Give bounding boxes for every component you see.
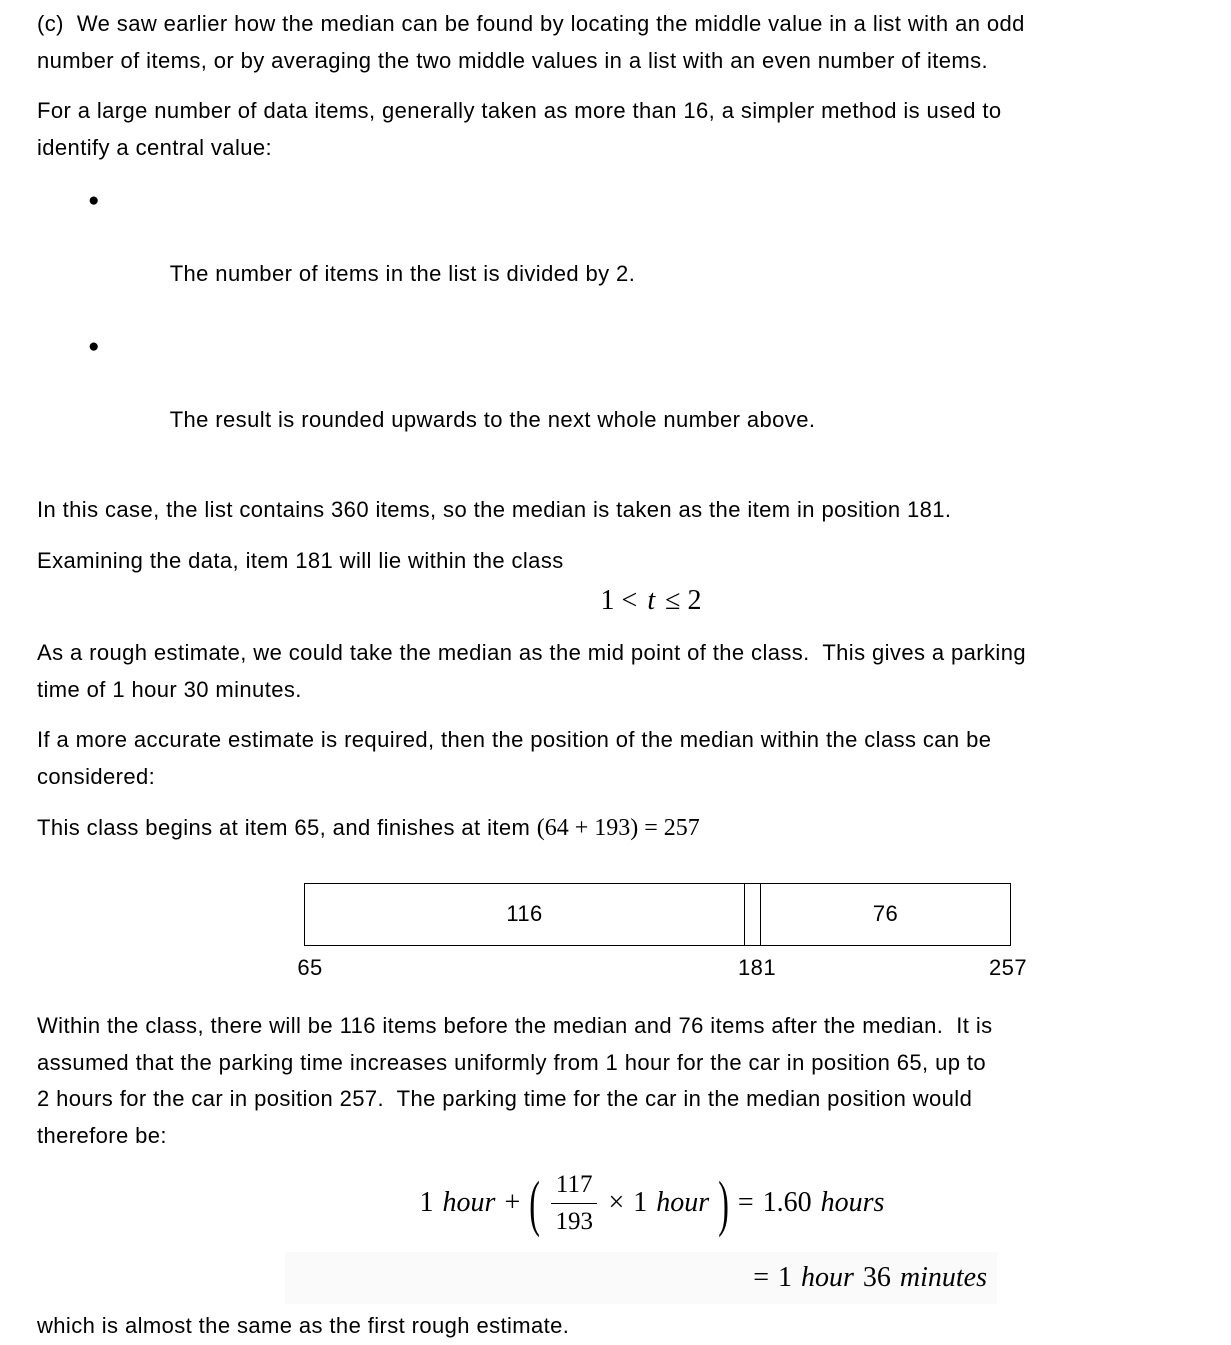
open-paren: ( xyxy=(529,1167,540,1238)
inequality-right: ≤ 2 xyxy=(665,585,702,616)
diagram-bar xyxy=(304,883,1011,946)
fraction-numerator: 117 xyxy=(551,1170,598,1204)
class-inequality-formula xyxy=(64,579,1231,623)
equation-unit-word: hour xyxy=(442,1186,496,1218)
tick-label-median: 181 xyxy=(738,954,776,980)
inline-math-expression: (64 + 193) = 257 xyxy=(536,815,700,841)
paragraph-line: identify a central value: xyxy=(37,134,273,160)
paragraph-line: Examining the data, item 181 will lie within the class xyxy=(37,547,564,573)
paragraph-line: time of 1 hour 30 minutes. xyxy=(37,676,302,702)
tick-label-end: 257 xyxy=(989,954,1027,980)
equation-result-value: 1.60 xyxy=(762,1186,812,1218)
result-unit-word: hour xyxy=(800,1261,854,1293)
paragraph-line: therefore be: xyxy=(37,1122,167,1148)
tick-label-start: 65 xyxy=(297,954,323,980)
paragraph-line: which is almost the same as the first rough estimate. xyxy=(37,1313,570,1338)
bullet-icon: ● xyxy=(88,336,100,357)
median-calculation-equation xyxy=(65,1158,1231,1248)
paragraph-rough-estimate xyxy=(37,635,1211,708)
inequality-variable: t xyxy=(647,585,656,616)
result-unit-word: minutes xyxy=(899,1261,987,1293)
list-item xyxy=(37,329,1211,475)
equals-operator: = xyxy=(737,1186,754,1218)
paragraph-position-181 xyxy=(37,492,1211,529)
fraction xyxy=(551,1170,598,1237)
segment-value: 116 xyxy=(506,900,543,926)
bullet-list xyxy=(37,183,1211,475)
paragraph-text: This class begins at item 65, and finishes at item xyxy=(37,815,537,840)
plus-operator: + xyxy=(504,1186,521,1218)
result-number: 1 xyxy=(777,1261,792,1293)
inequality-left: 1 < xyxy=(600,585,638,616)
equation-unit-word: hours xyxy=(820,1186,885,1218)
paragraph-class-bounds xyxy=(37,810,1211,847)
paragraph-line: number of items, or by averaging the two middle values in a list with an even number of items. xyxy=(37,47,989,73)
equals-operator: = xyxy=(753,1261,769,1293)
fraction-denominator: 193 xyxy=(555,1207,593,1235)
segment-after-median xyxy=(761,884,1010,945)
paragraph-large-number-method xyxy=(37,93,1211,166)
segment-value: 76 xyxy=(872,900,899,926)
list-item xyxy=(37,183,1211,329)
equation-number: 1 xyxy=(633,1186,648,1218)
bullet-text: The result is rounded upwards to the next whole number above. xyxy=(169,407,816,432)
segment-median-marker xyxy=(745,884,761,945)
close-paren: ) xyxy=(718,1167,729,1238)
bullet-icon: ● xyxy=(88,190,100,211)
paragraph-line: If a more accurate estimate is required, then the position of the median within the class can be xyxy=(37,727,992,752)
times-operator: × xyxy=(608,1186,625,1218)
paragraph-line: As a rough estimate, we could take the median as the mid point of the class. This gives a parking xyxy=(37,640,1026,665)
paragraph-line: considered: xyxy=(37,763,156,789)
paragraph-conclusion xyxy=(37,1308,1211,1345)
paragraph-line: (c) We saw earlier how the median can be found by locating the middle value in a list with an odd xyxy=(37,11,1025,36)
segment-before-median xyxy=(305,884,745,945)
paragraph-line: 2 hours for the car in position 257. The parking time for the car in the median position would xyxy=(37,1086,973,1111)
equation-number: 1 xyxy=(419,1186,434,1218)
paragraph-interpolation xyxy=(37,1008,1211,1154)
class-interval-diagram xyxy=(297,883,1027,987)
result-highlight-row xyxy=(285,1252,997,1304)
paragraph-line: In this case, the list contains 360 items, so the median is taken as the item in position 181. xyxy=(37,497,952,522)
paragraph-accurate-estimate xyxy=(37,722,1211,795)
result-number: 36 xyxy=(862,1261,891,1293)
paragraph-line: For a large number of data items, generally taken as more than 16, a simpler method is used to xyxy=(37,98,1002,123)
bullet-text: The number of items in the list is divided by 2. xyxy=(169,261,636,286)
paragraph-line: assumed that the parking time increases uniformly from 1 hour for the car in position 65, up to xyxy=(37,1049,987,1075)
equation-unit-word: hour xyxy=(656,1186,710,1218)
diagram-axis-labels xyxy=(297,950,1027,987)
paragraph-intro xyxy=(37,6,1211,79)
paragraph-examining-data xyxy=(37,543,1211,580)
paragraph-line: Within the class, there will be 116 items before the median and 76 items after the median. It is xyxy=(37,1013,993,1038)
